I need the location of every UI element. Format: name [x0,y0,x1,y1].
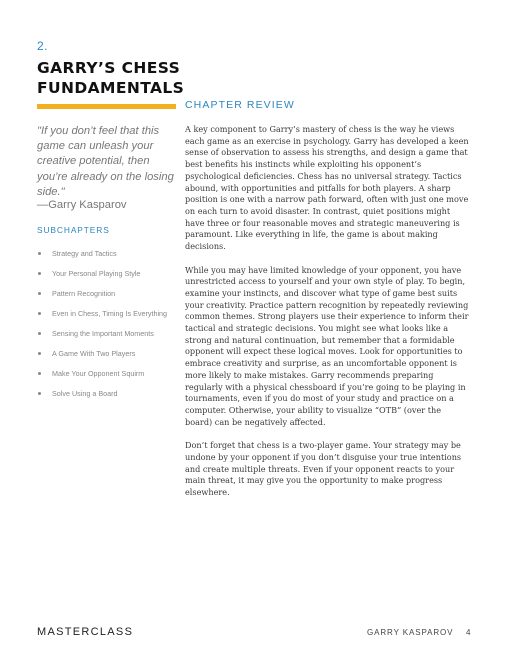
quote-attribution: —Garry Kasparov [37,199,127,211]
subchapter-label: Solve Using a Board [52,389,118,398]
subchapter-label: A Game With Two Players [52,349,136,358]
chapter-title: GARRY’S CHESS FUNDAMENTALS [37,59,185,97]
body-paragraph: A key component to Garry’s mastery of chess is the way he views each game as an exercise in psychology. Garry has developed a keen sense of observation to assess his strengths, and design a game that best benefits his instincts while exploiting his opponent’s psychological deficiencies. Chess has no universal strategy. Tactics abound, with opportunities and pitfalls for both players. A sharp position is one with a narrow path forward, often with just one move on each turn to avoid disaster. In contrast, quiet positions might have three or four reasonable moves and strategic maneuvering is paramount. Like everything in life, the game is about making decisions. [185,124,469,252]
pull-quote: "If you don’t feel that this game can unleash your creative potential, then you’re already on the losing side." [37,125,174,198]
bullet-icon [38,352,41,355]
bullet-icon [38,272,41,275]
title-underline-bar [37,104,176,109]
subchapters-heading: SUBCHAPTERS [37,225,110,235]
subchapter-item [37,369,187,389]
subchapter-label: Strategy and Tactics [52,249,117,258]
subchapter-item [37,389,187,409]
bullet-icon [38,312,41,315]
subchapter-label: Pattern Recognition [52,289,116,298]
page-number: 4 [466,628,471,637]
footer-brand: MASTERCLASS [37,626,134,638]
chapter-number: 2. [37,39,49,53]
subchapter-item [37,289,187,309]
subchapter-item [37,309,187,329]
section-heading: CHAPTER REVIEW [185,99,295,111]
body-text [185,124,470,510]
subchapter-label: Make Your Opponent Squirm [52,369,145,378]
subchapter-item [37,269,187,289]
body-paragraph: While you may have limited knowledge of your opponent, you have unrestricted access to yourself and your own style of play. To begin, examine your instincts, and discover what type of game best suits your creativity. Practice pattern recognition by repeatedly reviewing common themes. Strong players use their experience to inform their tactical and strategic decisions. You might see what looks like a strong and natural continuation, but remember that a formidable opponent will expect these logical moves. Look for opportunities to embrace creativity and surprise, as an uncomfortable opponent is more likely to make mistakes. Garry recommends preparing regularly with a physical chessboard if you’re going to be playing in tournaments, even if you do most of your study and practice on a computer. Otherwise, your ability to visualize “OTB” (over the board) can be negatively affected. [185,264,469,427]
subchapter-label: Sensing the Important Moments [52,329,154,338]
subchapters-list [37,249,187,409]
subchapter-label: Your Personal Playing Style [52,269,141,278]
bullet-icon [38,372,41,375]
subchapter-item [37,329,187,349]
body-paragraph: Don’t forget that chess is a two-player game. Your strategy may be undone by your opponent if you don’t disguise your true intentions and create multiple threats. Even if your opponent reacts to your main threat, it may give you the opportunity to make progress elsewhere. [185,440,462,497]
bullet-icon [38,392,41,395]
bullet-icon [38,252,41,255]
footer-author: GARRY KASPAROV [367,628,454,637]
bullet-icon [38,292,41,295]
bullet-icon [38,332,41,335]
subchapter-item [37,249,187,269]
subchapter-item [37,349,187,369]
subchapter-label: Even in Chess, Timing Is Everything [52,309,168,318]
